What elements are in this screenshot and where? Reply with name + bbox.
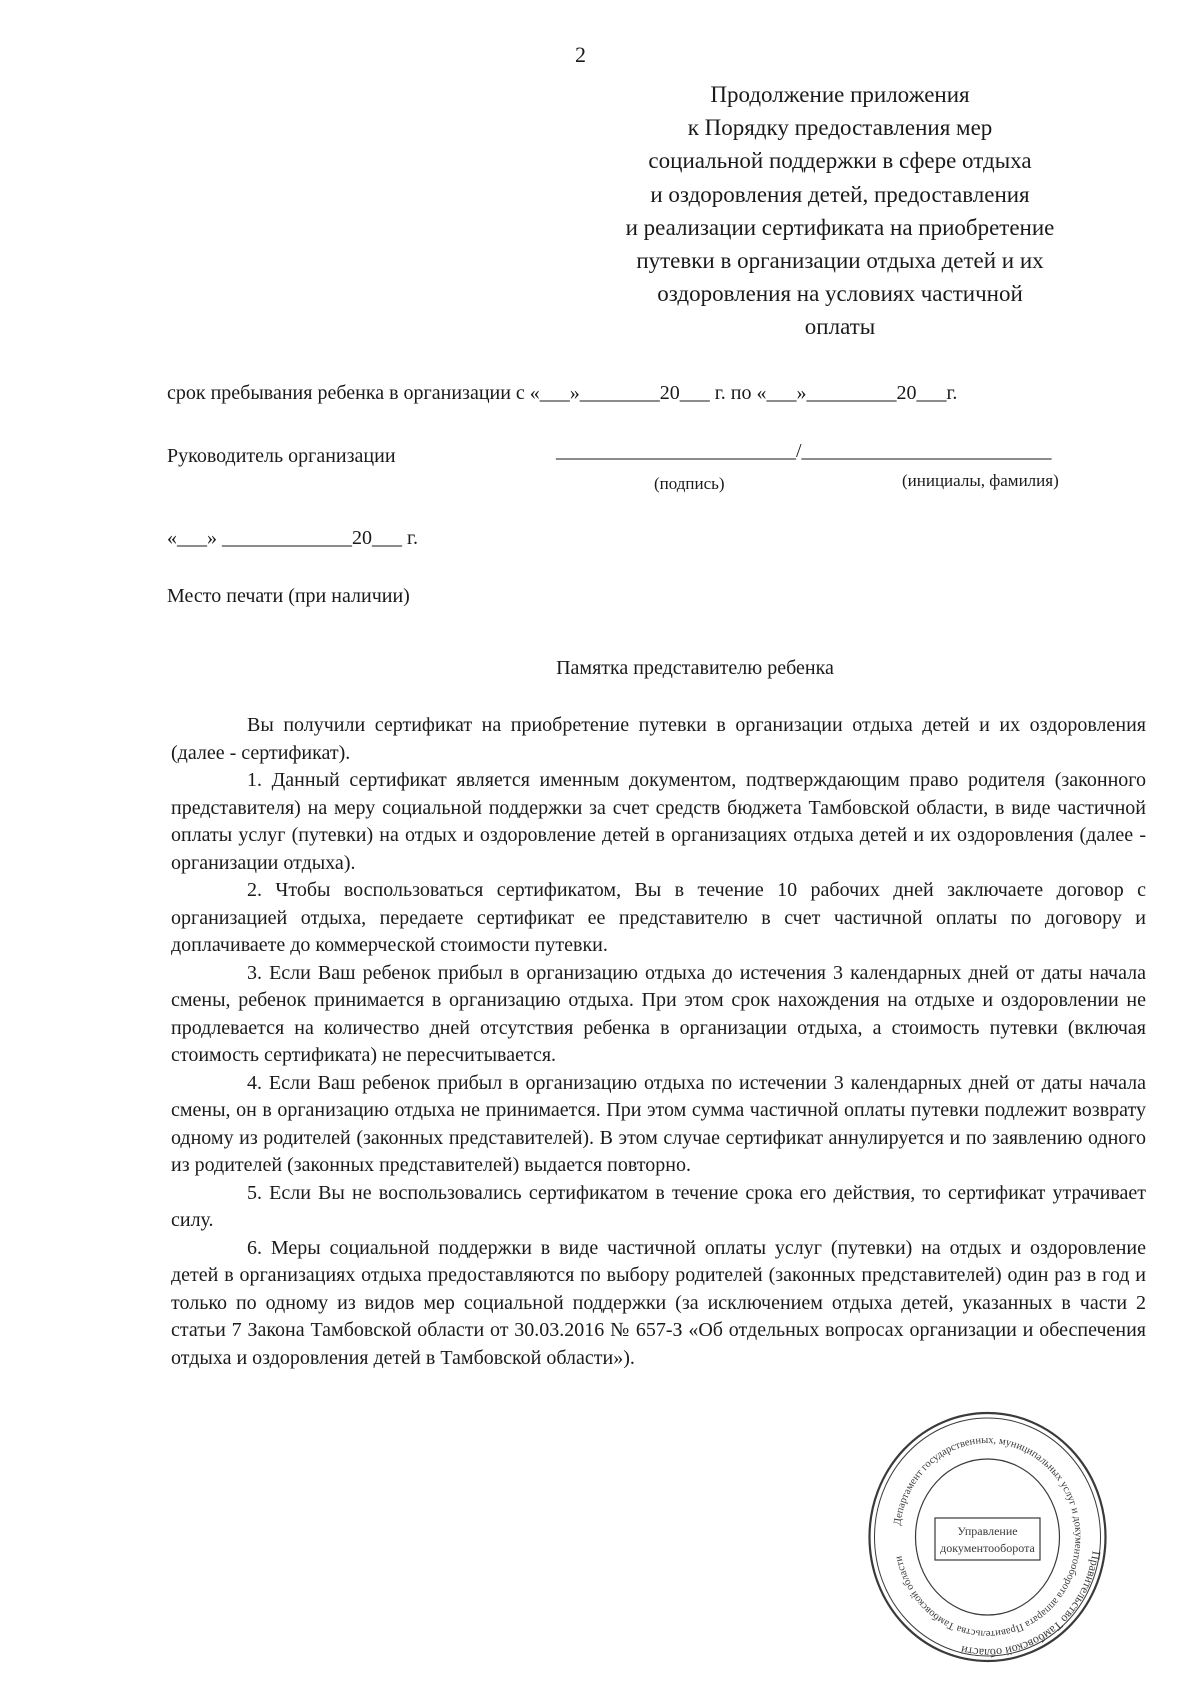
- header-line: к Порядку предоставления мер: [687, 115, 993, 141]
- header-line: оздоровления на условиях частичной: [657, 281, 1023, 307]
- header-line: социальной поддержки в сфере отдыха: [648, 148, 1032, 174]
- date-line: «___» _____________20___ г.: [167, 527, 418, 549]
- memo-paragraph: 6. Меры социальной поддержки в виде частичной оплаты услуг (путевки) на отдых и оздоровление детей в организациях отдыха предоставляются по выбору родителей (законных представителей) один раз в год и только по одному из видов мер социальной поддержки (за исключением отдыха детей, указанных в части 2 статьи 7 Закона Тамбовской области от 30.03.2016 № 657-З «Об отдельных вопросах организации и обеспечения отдыха и оздоровления детей в Тамбовской области»).: [171, 1236, 1146, 1369]
- memo-paragraph: 2. Чтобы воспользоваться сертификатом, Вы в течение 10 рабочих дней заключаете договор с организацией отдыха, передаете сертификат ее представителю в счет частичной оплаты по договору и доплачиваете до коммерческой стоимости путевки.: [171, 879, 1146, 956]
- signature-line: ________________________/_________________________: [556, 440, 1052, 462]
- header-line: Продолжение приложения: [710, 82, 970, 107]
- stamp-outer-text: Правительство Тамбовской области: [959, 1550, 1104, 1661]
- page-number: 2: [575, 42, 586, 67]
- memo-body: [171, 712, 1146, 1372]
- header-line: и оздоровления детей, предоставления: [650, 181, 1030, 207]
- memo-paragraph: 1. Данный сертификат является именным документом, подтверждающим право родителя (законного представителя) на меру социальной поддержки за счет средств бюджета Тамбовской области, в виде частичной оплаты услуг (путевки) на отдых и оздоровление детей в организациях отдыха детей и их оздоровления (далее - организации отдыха).: [171, 769, 1146, 874]
- seal-place-label: Место печати (при наличии): [167, 585, 410, 607]
- memo-paragraph: 4. Если Ваш ребенок прибыл в организацию отдыха по истечении 3 календарных дней от даты начала смены, он в организацию отдыха не принимается. При этом сумма частичной оплаты путевки подлежит возврату одному из родителей (законных представителей). В этом случае сертификат аннулируется и по заявлению одного из родителей (законных представителей) выдается повторно.: [171, 1071, 1146, 1176]
- name-caption: (инициалы, фамилия): [902, 471, 1059, 490]
- memo-paragraph: 5. Если Вы не воспользовались сертификатом в течение срока его действия, то сертификат утрачивает силу.: [171, 1181, 1146, 1231]
- stay-period-line: срок пребывания ребенка в организации с «___»________20___ г. по «___»_________20___г.: [167, 382, 958, 404]
- stamp-middle-text: Департамент государственных, муниципальных услуг и документооборота аппарата Правительства Тамбовской области: [892, 1434, 1084, 1640]
- head-label: Руководитель организации: [167, 445, 396, 467]
- header-line: оплаты: [804, 314, 876, 340]
- stamp-center-line2: документооборота: [940, 1541, 1035, 1555]
- memo-paragraph: Вы получили сертификат на приобретение путевки в организации отдыха детей и их оздоровления (далее - сертификат).: [171, 714, 1146, 764]
- signature-caption: (подпись): [654, 474, 725, 493]
- memo-title: Памятка представителю ребенка: [556, 657, 834, 679]
- header-line: путевки в организации отдыха детей и их: [636, 248, 1044, 274]
- memo-paragraph: 3. Если Ваш ребенок прибыл в организацию отдыха до истечения 3 календарных дней от даты начала смены, ребенок принимается в организацию отдыха. При этом срок нахождения на отдыхе и оздоровлении не продлевается на количество дней отсутствия ребенка в организации отдыха, а стоимость путевки (включая стоимость сертификата) не пересчитывается.: [171, 961, 1146, 1066]
- header-line: и реализации сертификата на приобретение: [625, 214, 1055, 240]
- appendix-header: [560, 78, 1120, 344]
- stamp-center-line1: Управление: [957, 1524, 1018, 1538]
- official-stamp: [865, 1406, 1110, 1668]
